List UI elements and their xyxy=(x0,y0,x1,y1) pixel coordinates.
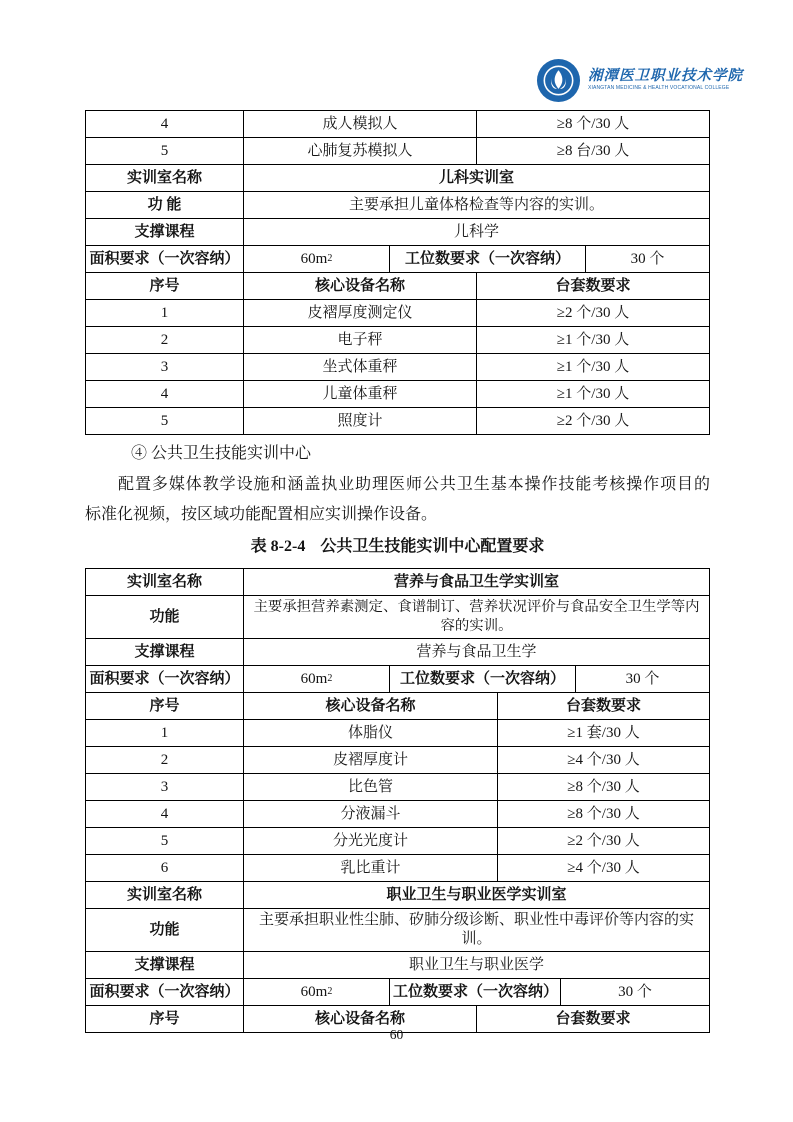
cell-device-name: 皮褶厚度计 xyxy=(244,747,498,773)
cell-label: 面积要求（一次容纳） xyxy=(86,666,244,692)
cell-device-name: 坐式体重秤 xyxy=(244,354,477,380)
cell-label: 工位数要求（一次容纳） xyxy=(390,666,576,692)
area-number: 60m xyxy=(300,250,328,267)
table-row-room xyxy=(86,882,709,909)
cell-label: 实训室名称 xyxy=(86,165,244,191)
cell-qty: ≥1 个/30 人 xyxy=(556,385,630,402)
cell-qty: ≥4 个/30 人 xyxy=(567,859,640,876)
cell-qty: ≥8 个/30 人 xyxy=(567,805,640,822)
cell-station-value: 30 个 xyxy=(618,983,652,1000)
cell-qty: ≥4 个/30 人 xyxy=(567,751,640,768)
cell-header-qty: 台套数要求 xyxy=(555,1010,631,1027)
cell-no: 2 xyxy=(86,747,244,773)
table-caption xyxy=(85,535,710,559)
college-logo-emblem xyxy=(536,58,581,103)
table-row xyxy=(86,720,709,747)
college-name-zh: 湘潭医卫职业技术学院 xyxy=(588,68,743,85)
cell-no: 1 xyxy=(86,720,244,746)
cell-label: 面积要求（一次容纳） xyxy=(86,246,244,272)
cell-device-name: 分光光度计 xyxy=(244,828,498,854)
area-number: 60m xyxy=(300,983,328,1000)
cell-no: 5 xyxy=(86,408,244,434)
cell-label: 实训室名称 xyxy=(86,882,244,908)
table-row xyxy=(86,408,709,435)
cell-qty: ≥2 个/30 人 xyxy=(556,412,630,429)
table-row-function xyxy=(86,909,709,952)
table-row-course xyxy=(86,219,709,246)
cell-device-name: 比色管 xyxy=(244,774,498,800)
cell-device-name: 乳比重计 xyxy=(244,855,498,881)
cell-qty: ≥1 个/30 人 xyxy=(556,358,630,375)
cell-function-value: 主要承担儿童体格检查等内容的实训。 xyxy=(348,196,604,213)
cell-label: 工位数要求（一次容纳） xyxy=(390,979,561,1005)
cell-label: 支撑课程 xyxy=(86,952,244,978)
cell-header-device: 核心设备名称 xyxy=(244,273,477,299)
table-row-area xyxy=(86,666,709,693)
table-row-function xyxy=(86,596,709,639)
cell-label: 支撑课程 xyxy=(86,219,244,245)
table-caption-number: 表 8-2-4 xyxy=(250,538,306,555)
table-header-row xyxy=(86,693,709,720)
public-health-center-table xyxy=(85,568,710,1033)
college-name-en: XIANGTAN MEDICINE & HEALTH VOCATIONAL COLLEGE xyxy=(588,85,730,92)
table-row xyxy=(86,138,709,165)
cell-station-value: 30 个 xyxy=(630,250,665,267)
cell-label: 工位数要求（一次容纳） xyxy=(390,246,586,272)
cell-header-qty: 台套数要求 xyxy=(565,697,641,714)
cell-no: 3 xyxy=(86,354,244,380)
cell-qty: ≥8 个/30 人 xyxy=(567,778,640,795)
paragraph-line: 配置多媒体教学设施和涵盖执业助理医师公共卫生基本操作技能考核操作项目的 xyxy=(118,476,710,493)
page-content xyxy=(85,110,710,1033)
table-row-course xyxy=(86,639,709,666)
cell-no: 5 xyxy=(86,138,244,164)
cell-qty: ≥2 个/30 人 xyxy=(567,832,640,849)
cell-function-value: 主要承担职业性尘肺、矽肺分级诊断、职业性中毒评价等内容的实训。 xyxy=(258,912,694,947)
cell-no: 5 xyxy=(86,828,244,854)
cell-qty: ≥8 台/30 人 xyxy=(556,142,630,159)
cell-area-value: 60m 2 xyxy=(244,246,390,272)
cell-area-value: 60m 2 xyxy=(244,666,390,692)
table-row-function xyxy=(86,192,709,219)
cell-label: 实训室名称 xyxy=(86,569,244,595)
cell-device-name: 皮褶厚度测定仪 xyxy=(244,300,477,326)
table-row xyxy=(86,828,709,855)
table-row xyxy=(86,300,709,327)
cell-label: 功能 xyxy=(86,909,244,951)
cell-header-no: 序号 xyxy=(86,693,244,719)
cell-room-value: 职业卫生与职业医学实训室 xyxy=(386,886,567,903)
cell-no: 1 xyxy=(86,300,244,326)
paragraph-line: 标准化视频，按区域功能配置相应实训操作设备。 xyxy=(85,506,438,523)
table-row-area xyxy=(86,246,709,273)
cell-course-value: 儿科学 xyxy=(453,223,499,240)
table-header-row xyxy=(86,273,709,300)
table-row xyxy=(86,747,709,774)
table-row-course xyxy=(86,952,709,979)
table-row xyxy=(86,855,709,882)
cell-device-name: 体脂仪 xyxy=(244,720,498,746)
cell-header-device: 核心设备名称 xyxy=(244,693,498,719)
cell-header-device: 核心设备名称 xyxy=(244,1006,477,1032)
cell-device-name: 儿童体重秤 xyxy=(244,381,477,407)
cell-label: 支撑课程 xyxy=(86,639,244,665)
cell-no: 2 xyxy=(86,327,244,353)
cell-no: 3 xyxy=(86,774,244,800)
cell-device-name: 心肺复苏模拟人 xyxy=(244,138,477,164)
cell-header-no: 序号 xyxy=(86,1006,244,1032)
cell-room-value: 营养与食品卫生学实训室 xyxy=(393,573,559,590)
table-row xyxy=(86,327,709,354)
cell-function-value: 主要承担营养素测定、食谱制订、营养状况评价与食品安全卫生学等内容的实训。 xyxy=(253,599,700,634)
cell-qty: ≥8 个/30 人 xyxy=(556,115,630,132)
table-row xyxy=(86,774,709,801)
page-number: 60 xyxy=(389,1027,404,1042)
cell-label: 功能 xyxy=(86,596,244,638)
cell-qty: ≥2 个/30 人 xyxy=(556,304,630,321)
table-row xyxy=(86,801,709,828)
table-row xyxy=(86,381,709,408)
table-row xyxy=(86,354,709,381)
table-row-room xyxy=(86,569,709,596)
college-logo xyxy=(536,58,743,103)
cell-no: 4 xyxy=(86,111,244,137)
cell-header-qty: 台套数要求 xyxy=(555,277,631,294)
cell-device-name: 分液漏斗 xyxy=(244,801,498,827)
area-number: 60m xyxy=(300,670,328,687)
cell-header-no: 序号 xyxy=(86,273,244,299)
section-heading: ④ 公共卫生技能实训中心 xyxy=(131,445,312,462)
cell-qty: ≥1 个/30 人 xyxy=(556,331,630,348)
pediatrics-lab-table xyxy=(85,110,710,435)
table-caption-title: 公共卫生技能实训中心配置要求 xyxy=(320,538,545,555)
college-logo-text xyxy=(588,69,743,91)
cell-no: 6 xyxy=(86,855,244,881)
cell-label: 面积要求（一次容纳） xyxy=(86,979,244,1005)
table-row-room xyxy=(86,165,709,192)
cell-device-name: 成人模拟人 xyxy=(244,111,477,137)
cell-device-name: 照度计 xyxy=(244,408,477,434)
cell-room-value: 儿科实训室 xyxy=(438,169,514,186)
cell-device-name: 电子秤 xyxy=(244,327,477,353)
cell-course-value: 营养与食品卫生学 xyxy=(416,643,537,660)
body-paragraph xyxy=(85,470,710,530)
cell-area-value: 60m 2 xyxy=(244,979,390,1005)
cell-no: 4 xyxy=(86,801,244,827)
table-row-area xyxy=(86,979,709,1006)
cell-course-value: 职业卫生与职业医学 xyxy=(408,956,544,973)
cell-qty: ≥1 套/30 人 xyxy=(567,724,640,741)
cell-station-value: 30 个 xyxy=(625,670,660,687)
table-row xyxy=(86,111,709,138)
cell-label: 功 能 xyxy=(86,192,244,218)
cell-no: 4 xyxy=(86,381,244,407)
